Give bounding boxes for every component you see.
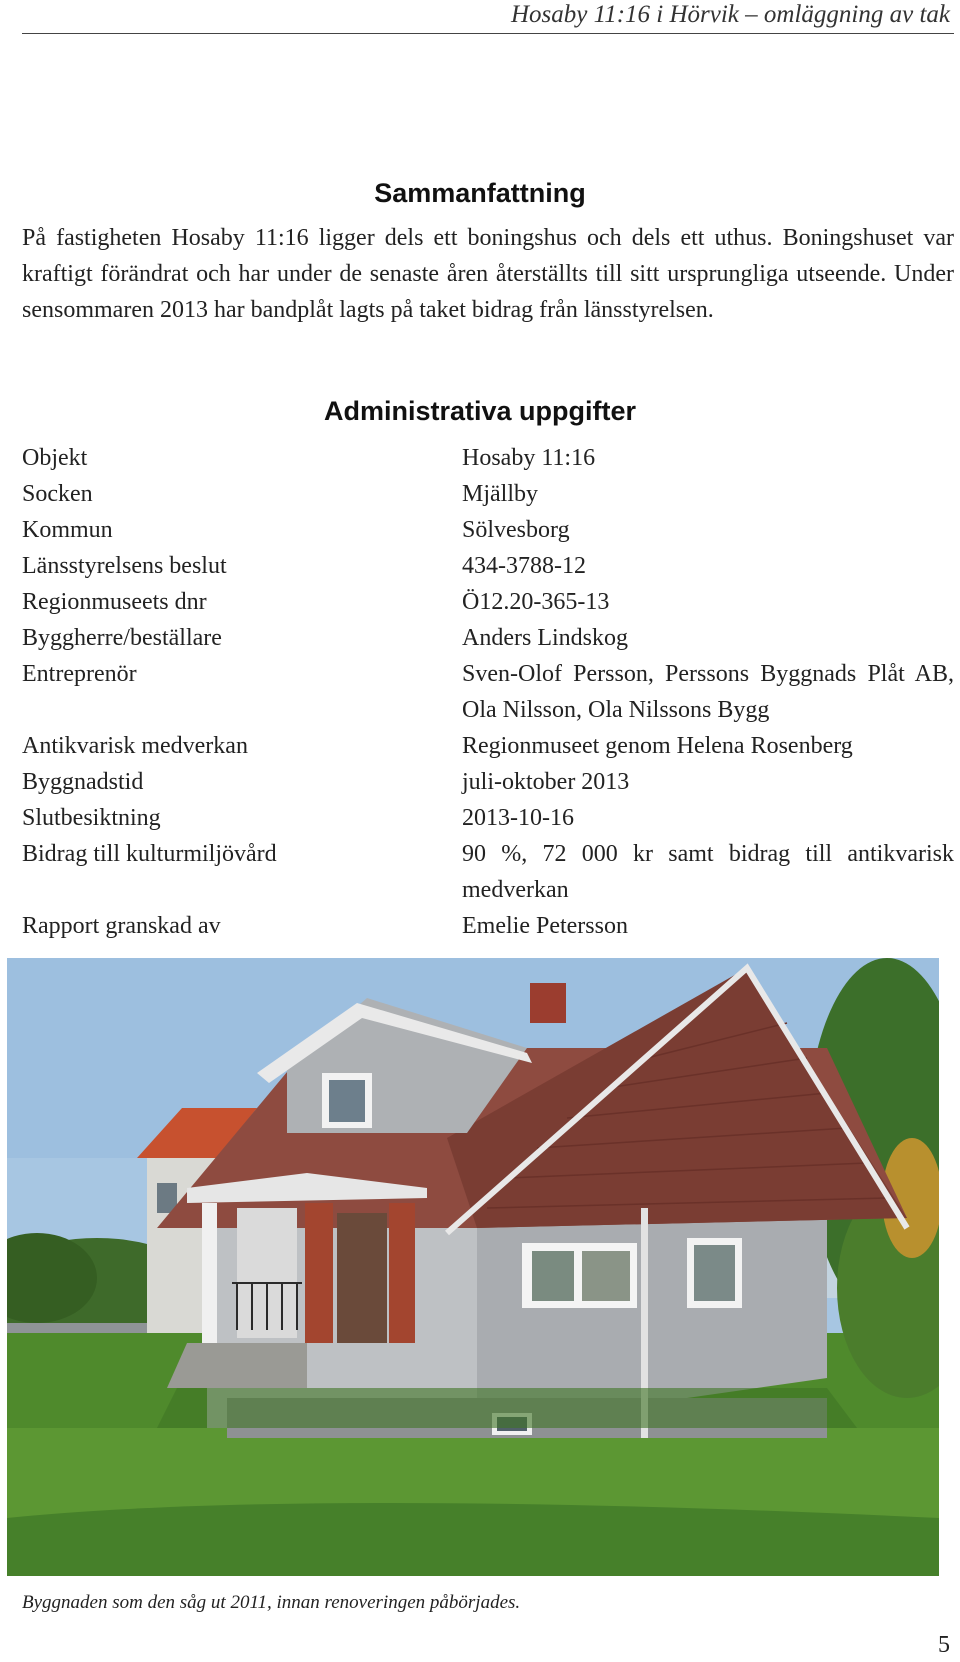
admin-row-rapport-granskad [22, 908, 954, 944]
admin-details-table [22, 440, 954, 944]
admin-label: Bidrag till kulturmiljövård [22, 841, 277, 867]
admin-label: Rapport granskad av [22, 913, 221, 939]
admin-label: Byggnadstid [22, 769, 144, 795]
admin-label: Entreprenör [22, 661, 137, 687]
admin-label: Regionmuseets dnr [22, 589, 207, 615]
admin-value: Sven-Olof Persson, Perssons Byggnads Plåt AB, Ola Nilsson, Ola Nilssons Bygg [462, 661, 954, 723]
admin-value: Hosaby 11:16 [462, 445, 596, 471]
admin-value: Regionmuseet genom Helena Rosenberg [462, 733, 853, 759]
admin-label: Objekt [22, 445, 88, 471]
admin-title: Administrativa uppgifter [323, 396, 637, 426]
admin-value: Anders Lindskog [462, 625, 628, 651]
admin-row-entreprenor [22, 656, 954, 728]
admin-label: Slutbesiktning [22, 805, 161, 831]
header-rule [22, 33, 954, 34]
admin-row-bidrag [22, 836, 954, 908]
admin-row-kommun [22, 512, 954, 548]
admin-value: Ö12.20-365-13 [462, 589, 610, 615]
summary-paragraph: På fastigheten Hosaby 11:16 ligger dels ett boningshus och dels ett uthus. Boningshuset var kraftigt förändrat och har under de senaste åren återställts till sitt ursprungliga utseende. Under sensommaren 2013 har bandplåt lagts på taket bidrag från länsstyrelsen. [22, 225, 954, 323]
photo-caption: Byggnaden som den såg ut 2011, innan renoveringen påbörjades. [22, 1592, 521, 1613]
running-head: Hosaby 11:16 i Hörvik – omläggning av tak [510, 1, 950, 28]
admin-row-antikvarisk-medverkan [22, 728, 954, 764]
page-number: 5 [938, 1632, 950, 1658]
admin-value: 2013-10-16 [462, 805, 574, 831]
admin-value: juli-oktober 2013 [462, 769, 630, 795]
admin-label: Byggherre/beställare [22, 625, 222, 651]
admin-row-byggherre [22, 620, 954, 656]
admin-value: Sölvesborg [462, 517, 570, 543]
admin-row-socken [22, 476, 954, 512]
admin-label: Socken [22, 481, 93, 507]
admin-label: Kommun [22, 517, 113, 543]
summary-title: Sammanfattning [374, 178, 586, 208]
admin-value: 434-3788-12 [462, 553, 586, 579]
admin-value: Emelie Petersson [462, 913, 628, 939]
admin-label: Antikvarisk medverkan [22, 733, 248, 759]
admin-value: Mjällby [462, 481, 538, 507]
admin-row-byggnadstid [22, 764, 954, 800]
admin-value: 90 %, 72 000 kr samt bidrag till antikvarisk medverkan [462, 841, 954, 903]
admin-row-lansstyrelsens-beslut [22, 548, 954, 584]
house-photo [7, 958, 939, 1576]
admin-label: Länsstyrelsens beslut [22, 553, 227, 579]
admin-row-regionmuseets-dnr [22, 584, 954, 620]
admin-row-slutbesiktning [22, 800, 954, 836]
admin-row-objekt [22, 440, 954, 476]
